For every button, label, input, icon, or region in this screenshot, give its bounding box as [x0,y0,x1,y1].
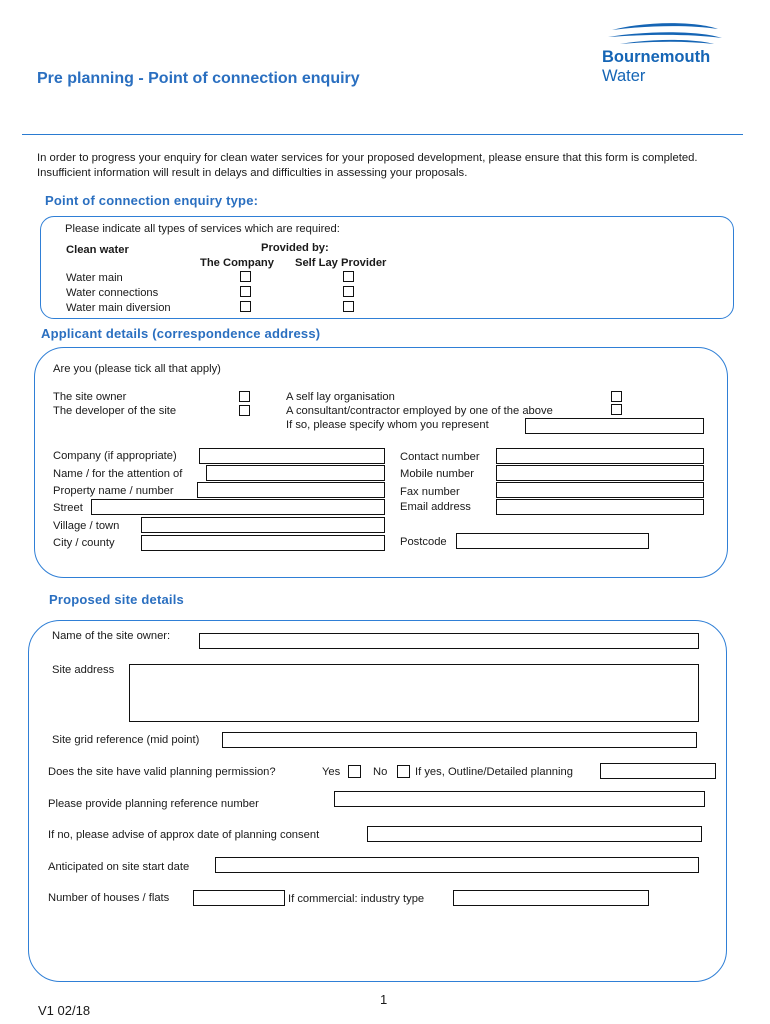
consultant-label: A consultant/contractor employed by one of the above [286,405,553,417]
email-label: Email address [400,501,471,513]
no-label: No [373,766,388,778]
specify-label: If so, please specify whom you represent [286,419,489,431]
diversion-slp-checkbox[interactable] [343,301,354,312]
site-address-field[interactable] [129,664,699,722]
site-address-label: Site address [52,664,115,676]
houses-label: Number of houses / flats [48,892,170,904]
property-label: Property name / number [53,485,174,497]
consent-date-field[interactable] [367,826,702,842]
industry-type-field[interactable] [453,890,649,906]
page-title: Pre planning - Point of connection enquiry [37,70,360,87]
name-field[interactable] [206,465,385,481]
consultant-checkbox[interactable] [611,404,622,415]
water-main-slp-checkbox[interactable] [343,271,354,282]
grid-ref-label: Site grid reference (mid point) [52,734,200,746]
consent-date-label: If no, please advise of approx date of planning consent [48,829,320,841]
row-water-main: Water main [66,272,123,284]
mobile-label: Mobile number [400,468,474,480]
col-company-label: The Company [200,257,274,269]
intro-text: In order to progress your enquiry for clean water services for your proposed development, please ensure that this form is completed. Insufficient information will result in delays and difficulties in assessing your proposals. [37,152,698,179]
postcode-field[interactable] [456,533,649,549]
name-label: Name / for the attention of [53,468,183,480]
planning-question: Does the site have valid planning permission? [48,766,276,778]
site-owner-name-field[interactable] [199,633,699,649]
developer-label: The developer of the site [53,405,177,417]
version-label: V1 02/18 [38,1003,91,1018]
col-slp-label: Self Lay Provider [295,257,387,269]
poc-instruction: Please indicate all types of services which are required: [65,223,340,235]
planning-type-field[interactable] [600,763,716,779]
self-lay-label: A self lay organisation [286,391,395,403]
city-label: City / county [53,537,115,549]
company-label: Company (if appropriate) [53,450,177,462]
street-label: Street [53,502,83,514]
houses-field[interactable] [193,890,285,906]
diversion-company-checkbox[interactable] [240,301,251,312]
developer-checkbox[interactable] [239,405,250,416]
planning-yes-checkbox[interactable] [348,765,361,778]
contact-label: Contact number [400,451,480,463]
commercial-label: If commercial: industry type [288,893,425,905]
site-owner-name-label: Name of the site owner: [52,630,171,642]
property-field[interactable] [197,482,385,498]
postcode-label: Postcode [400,536,447,548]
village-field[interactable] [141,517,385,533]
fax-field[interactable] [496,482,704,498]
page-number: 1 [380,992,388,1007]
applicant-question: Are you (please tick all that apply) [53,363,221,375]
planning-ref-field[interactable] [334,791,705,807]
logo-line2: Water [602,67,646,85]
logo-line1: Bournemouth [602,48,711,66]
planning-no-checkbox[interactable] [397,765,410,778]
company-field[interactable] [199,448,385,464]
clean-water-label: Clean water [66,244,129,256]
water-connections-company-checkbox[interactable] [240,286,251,297]
represent-field[interactable] [525,418,704,434]
site-owner-checkbox[interactable] [239,391,250,402]
row-water-connections: Water connections [66,287,159,299]
village-label: Village / town [53,520,120,532]
site-owner-label: The site owner [53,391,127,403]
city-field[interactable] [141,535,385,551]
water-main-company-checkbox[interactable] [240,271,251,282]
logo [602,48,710,86]
street-field[interactable] [91,499,385,515]
poc-heading: Point of connection enquiry type: [45,193,259,208]
planning-ref-label: Please provide planning reference number [48,798,259,810]
if-yes-label: If yes, Outline/Detailed planning [415,766,573,778]
contact-field[interactable] [496,448,704,464]
provided-by-label: Provided by: [261,242,329,254]
start-date-field[interactable] [215,857,699,873]
self-lay-checkbox[interactable] [611,391,622,402]
mobile-field[interactable] [496,465,704,481]
row-water-main-diversion: Water main diversion [66,302,171,314]
site-heading: Proposed site details [49,592,184,607]
applicant-heading: Applicant details (correspondence address) [41,326,321,341]
start-date-label: Anticipated on site start date [48,861,190,873]
email-field[interactable] [496,499,704,515]
header-divider [22,134,743,135]
yes-label: Yes [322,766,341,778]
grid-ref-field[interactable] [222,732,697,748]
water-connections-slp-checkbox[interactable] [343,286,354,297]
fax-label: Fax number [400,486,460,498]
logo-swoosh-icon [606,22,724,48]
